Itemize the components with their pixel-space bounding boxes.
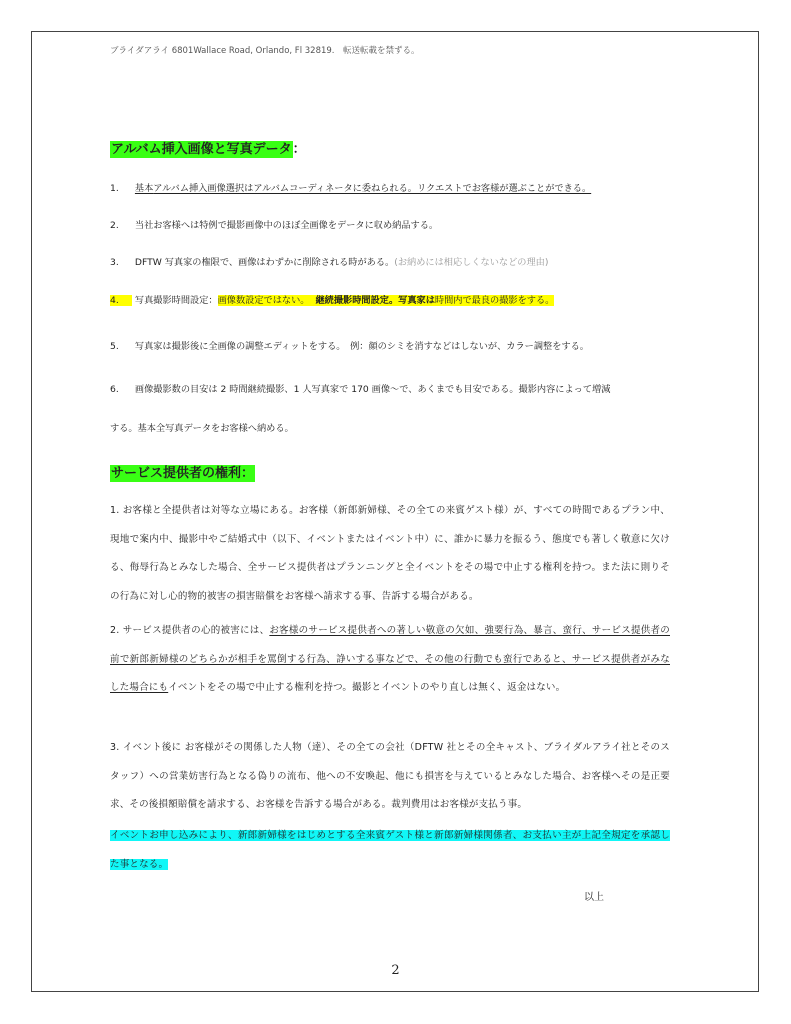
album-item-3-text: DFTW 写真家の権限で、画像はわずかに削除される時がある。: [134, 257, 395, 268]
album-item-6-cont: する。基本全写真データをお客様へ納める。: [110, 423, 294, 434]
rights-title-text: サービス提供者の権利：: [111, 466, 255, 481]
album-item-1-pre: 基本: [134, 183, 154, 194]
album-item-5: 5. 写真家は撮影後に全画像の調整エディットをする。 例：顔のシミを消すなどはしないが、カラー調整をする。: [110, 341, 589, 352]
rights-p2-underlined: お客様のサービス提供者への著しい敬意の欠如、強要行為、暴言、蛮行、サービス提供者の前で新郎新婦様のどちらかが相手を罵倒する行為、諍いする事などで、その他の行動でも蛮行であると、サービス提供者がみなした場合にも: [110, 625, 670, 693]
rights-p4-text: イベントお申し込みにより、新郎新婦様をはじめとする全来賓ゲスト様と新郎新婦様関係者、お支払い主が上記全規定を承認した事となる。: [110, 830, 670, 870]
rights-paragraph-2: [110, 617, 670, 703]
album-item-4-hl3: 時間内で最良の撮影をする。: [434, 295, 555, 306]
page-number: 2: [391, 963, 400, 978]
page-header: ブライダアライ 6801Wallace Road, Orlando, Fl 32819. 転送転載を禁ずる。: [110, 46, 420, 56]
rights-paragraph-3: 3. イベント後に お客様がその関係した人物（達）、その全ての会社（DFTW 社とその全キャスト、ブライダルアライ社とそのスタッフ）への営業妨害行為となる偽りの流布、他への不安喚起、他にも損害を与えているとみなした場合、お客様へその是正要求、その後損額賠償を請求する、お客様を告訴する場合がある。裁判費用はお客様が支払う事。: [110, 742, 670, 810]
album-item-3: 3. DFTW 写真家の権限で、画像はわずかに削除される時がある。(お納めには相応しくないなどの理由): [110, 257, 549, 268]
album-item-4: 4. 写真撮影時間設定：画像数設定ではない。 継続撮影時間設定。写真家は時間内で最良の撮影をする。: [110, 295, 555, 306]
album-item-1-text: アルバム挿入画像選択はアルバムコーディネータに委ねられる。リクエストでお客様が選ぶことができる。: [153, 183, 592, 194]
album-title-text: アルバム挿入画像と写真データ: [111, 142, 292, 157]
album-section-title: [110, 138, 306, 157]
album-item-4-hl2: 継続撮影時間設定。写真家は: [309, 295, 434, 306]
closing-text: 以上: [584, 892, 604, 903]
album-item-4-pre: 写真撮影時間設定：: [134, 295, 218, 306]
rights-paragraph-1: 1. お客様と全提供者は対等な立場にある。お客様（新郎新婦様、その全ての来賓ゲスト様）が、すべての時間であるプラン中、現地で案内中、撮影中やご結婚式中（以下、イベントまたはイベント中）に、誰かに暴力を振るう、態度でも著しく敬意に欠ける、侮辱行為とみなした場合、全サービス提供者はプランニングと全イベントをその場で中止する権利を持つ。また法に則りその行為に対し心的物的被害の損害賠償をお客様へ請求する事、告訴する場合がある。: [110, 505, 670, 602]
rights-section-title: [110, 462, 255, 481]
album-item-5-text: 写真家は撮影後に全画像の調整エディットをする。 例：顔のシミを消すなどはしないが、カラー調整をする。: [134, 341, 589, 352]
album-item-3-note: (お納めには相応しくないなどの理由): [394, 257, 549, 268]
album-item-6-text: 画像撮影数の目安は 2 時間継続撮影、1 人写真家で 170 画像〜で、あくまでも目安である。撮影内容によって増減: [134, 384, 611, 395]
album-item-6: 6. 画像撮影数の目安は 2 時間継続撮影、1 人写真家で 170 画像〜で、あくまでも目安である。撮影内容によって増減: [110, 384, 611, 395]
album-title-suffix: ：: [292, 142, 306, 157]
rights-p2-pre: 2. サービス提供者の心的被害には、: [110, 625, 270, 636]
rights-p2-post: イベントをその場で中止する権利を持つ。撮影とイベントのやり直しは無く、返金はない。: [168, 682, 566, 693]
album-item-2: 2. 当社お客様へは特例で撮影画像中のほぼ全画像をデータに収め納品する。: [110, 220, 439, 231]
album-item-4-hl1: 画像数設定ではない。: [217, 295, 310, 306]
album-item-1: 1. 基本アルバム挿入画像選択はアルバムコーディネータに委ねられる。リクエストでお客様が選ぶことができる。: [110, 183, 592, 194]
rights-paragraph-4: [110, 822, 670, 879]
album-item-2-text: 当社お客様へは特例で撮影画像中のほぼ全画像をデータに収め納品する。: [134, 220, 439, 231]
